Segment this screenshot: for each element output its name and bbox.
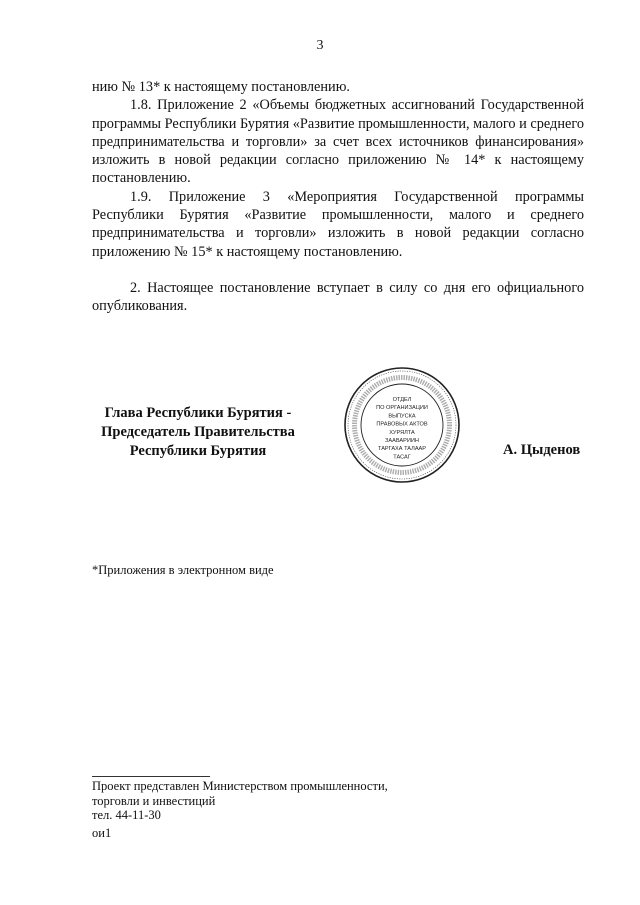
paragraph-1-8: 1.8. Приложение 2 «Объемы бюджетных ассигнований Государственной программы Республики Бурятия «Развитие промышленности, малого и среднего предпринимательства и торговли» за счет всех источников финансирования» изложить в новой редакции согласно приложению № 14* к настоящему постановлению. xyxy=(92,97,584,187)
document-code: ои1 xyxy=(92,826,112,840)
signatory-name: А. Цыденов xyxy=(503,442,581,458)
paragraph-2: 2. Настоящее постановление вступает в силу со дня его официального опубликования. xyxy=(92,279,584,315)
seal-text-line: ТАСАГ xyxy=(393,454,411,461)
seal-text-line: ВЫПУСКА xyxy=(388,413,416,420)
footer-info xyxy=(92,779,388,823)
footer-line: торговли и инвестиций xyxy=(92,793,216,808)
signatory-title-line: Председатель Правительства xyxy=(101,424,295,440)
body-text-top xyxy=(92,78,584,316)
official-seal xyxy=(342,365,462,485)
paragraph-continuation: нию № 13* к настоящему постановлению. xyxy=(92,79,350,95)
page-number: 3 xyxy=(316,38,324,53)
seal-text-line: ЗААВАРИИН xyxy=(385,438,419,444)
seal-text-line: ПРАВОВЫХ АКТОВ xyxy=(376,421,428,428)
footer-line: тел. 44-11-30 xyxy=(92,808,161,822)
appendix-note: *Приложения в электронном виде xyxy=(92,563,274,577)
signatory-title xyxy=(84,404,312,461)
signatory-title-line: Республики Бурятия xyxy=(129,443,267,459)
footer-line: Проект представлен Министерством промышленности, xyxy=(92,779,388,793)
signatory-title-line: Глава Республики Бурятия - xyxy=(104,405,292,421)
seal-center-text xyxy=(376,397,428,460)
seal-text-line: ТАРГАХА ТАЛААР xyxy=(377,446,427,453)
footer-divider xyxy=(92,776,210,777)
seal-text-line: ХУРЯЛТА xyxy=(389,429,415,436)
paragraph-1-9: 1.9. Приложение 3 «Мероприятия Государственной программы Республики Бурятия «Развитие промышленности, малого и среднего предпринимательства и торговли» изложить в новой редакции согласно приложению № 15* к настоящему постановлению. xyxy=(92,188,584,260)
seal-text-line: ОТДЕЛ xyxy=(392,397,412,403)
seal-text-line: ПО ОРГАНИЗАЦИИ xyxy=(376,405,428,412)
